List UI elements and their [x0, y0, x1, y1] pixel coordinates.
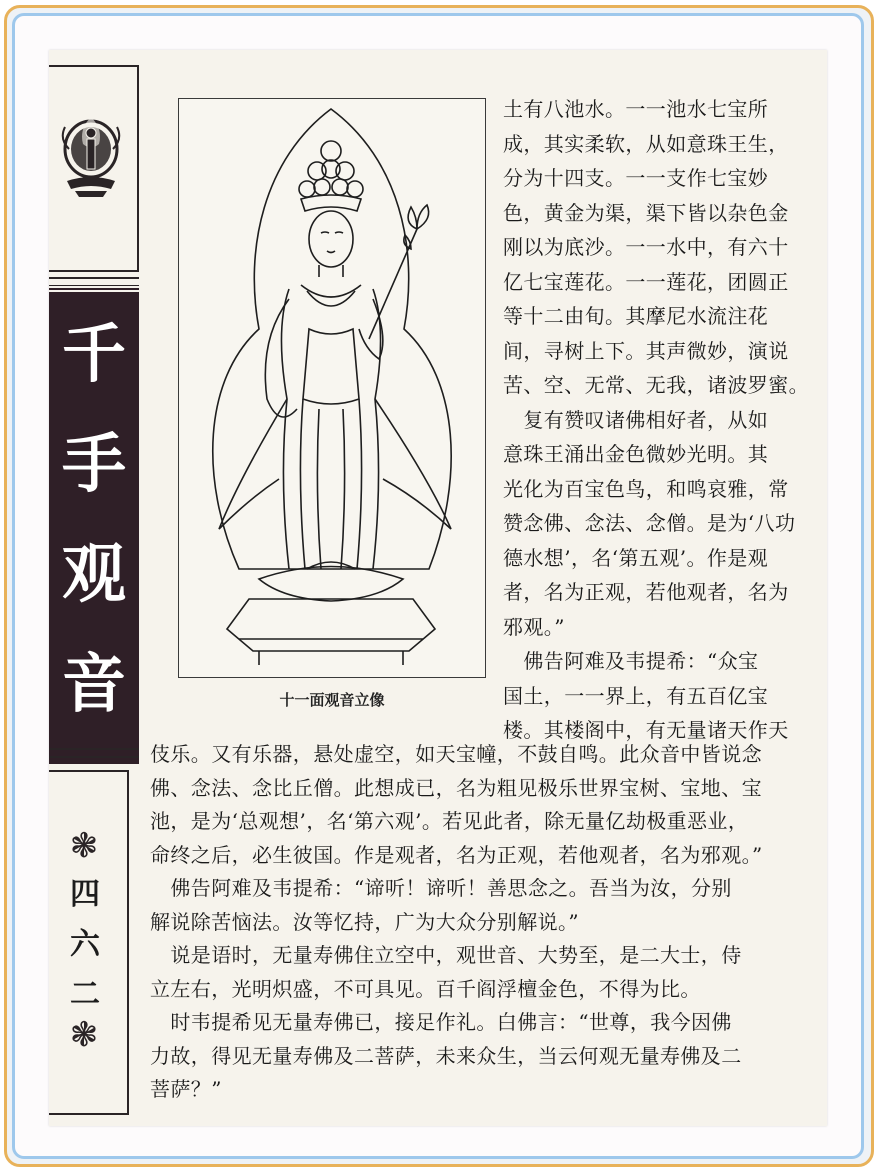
- emblem-panel: [49, 65, 139, 272]
- text-line: 土有八池水。一一池水七宝所: [503, 97, 769, 121]
- text-line: 色，黄金为渠，渠下皆以杂色金: [503, 200, 789, 225]
- ornament-icon: ❃: [69, 1015, 99, 1055]
- text-line: 佛告阿难及韦提希：“谛听！谛听！善思念之。吾当为汝，分别: [150, 876, 732, 900]
- thousand-arm-guanyin-emblem-icon: [49, 89, 137, 259]
- text-line: 国土，一一界上，有五百亿宝: [503, 683, 769, 708]
- text-line: 解说除苦恼法。汝等忆持，广为大众分别解说。”: [150, 909, 580, 934]
- text-line: 立左右，光明炽盛，不可具见。百千阎浮檀金色，不得为比。: [150, 976, 701, 1001]
- title-char: 手: [62, 427, 126, 502]
- text-line: 命终之后，必生彼国。作是观者，名为正观，若他观者，名为邪观。”: [150, 842, 763, 867]
- text-line: 佛、念法、念比丘僧。此想成已，名为粗见极乐世界宝树、宝地、宝: [150, 775, 762, 800]
- text-line: 光化为百宝色鸟，和鸣哀雅，常: [503, 476, 789, 501]
- text-line: 刚以为底沙。一一水中，有六十: [503, 235, 789, 259]
- right-text-column: [503, 92, 809, 748]
- text-line: 间，寻树上下。其声微妙，演说: [503, 338, 789, 363]
- text-line: 苦、空、无常、无我，诸波罗蜜。: [503, 373, 809, 397]
- text-line: 佛告阿难及韦提希：“众宝: [503, 649, 759, 673]
- text-line: 菩萨？”: [150, 1077, 222, 1101]
- title-char: 音: [62, 647, 126, 722]
- text-line: 等十二由旬。其摩尼水流注花: [503, 304, 769, 328]
- guanyin-statue-icon: [179, 99, 484, 676]
- figure-caption: 十一面观音立像: [279, 691, 385, 709]
- title-char: 观: [62, 537, 126, 612]
- ornament-icon: ❃: [69, 826, 99, 866]
- page-number: [64, 873, 106, 1017]
- book-title: [49, 300, 139, 740]
- text-line: 者，名为正观，若他观者，名为: [503, 580, 789, 604]
- title-char: 千: [62, 317, 126, 392]
- text-line: 赞念佛、念法、念僧。是为‘八功: [503, 511, 796, 535]
- text-line: 成，其实柔软，从如意珠王生，: [503, 131, 789, 156]
- text-line: 邪观。”: [503, 614, 565, 639]
- figure-frame: [178, 98, 486, 678]
- full-width-text: [150, 738, 800, 1107]
- text-line: 德水想’，名‘第五观’。作是观: [503, 545, 769, 570]
- text-line: 分为十四支。一一支作七宝妙: [503, 166, 769, 190]
- text-line: 复有赞叹诸佛相好者，从如: [503, 407, 769, 432]
- text-line: 说是语时，无量寿佛住立空中，观世音、大势至，是二大士，侍: [150, 943, 742, 967]
- text-line: 池，是为‘总观想’，名‘第六观’。若见此者，除无量亿劫极重恶业，: [150, 809, 749, 833]
- page-number-char: 二: [70, 977, 100, 1012]
- page-number-char: 四: [70, 877, 100, 912]
- page-number-char: 六: [70, 927, 100, 962]
- divider-bottom: [49, 748, 139, 758]
- text-line: 伎乐。又有乐器，悬处虚空，如天宝幢，不鼓自鸣。此众音中皆说念: [150, 742, 762, 766]
- text-line: 力故，得见无量寿佛及二菩萨，未来众生，当云何观无量寿佛及二: [150, 1043, 742, 1068]
- text-line: 楼。其楼阁中，有无量诸天作天: [503, 718, 789, 742]
- text-line: 意珠王涌出金色微妙光明。其: [503, 442, 769, 466]
- text-line: 亿七宝莲花。一一莲花，团圆正: [503, 269, 789, 294]
- text-line: 时韦提希见无量寿佛已，接足作礼。白佛言：“世尊，我今因佛: [150, 1010, 732, 1034]
